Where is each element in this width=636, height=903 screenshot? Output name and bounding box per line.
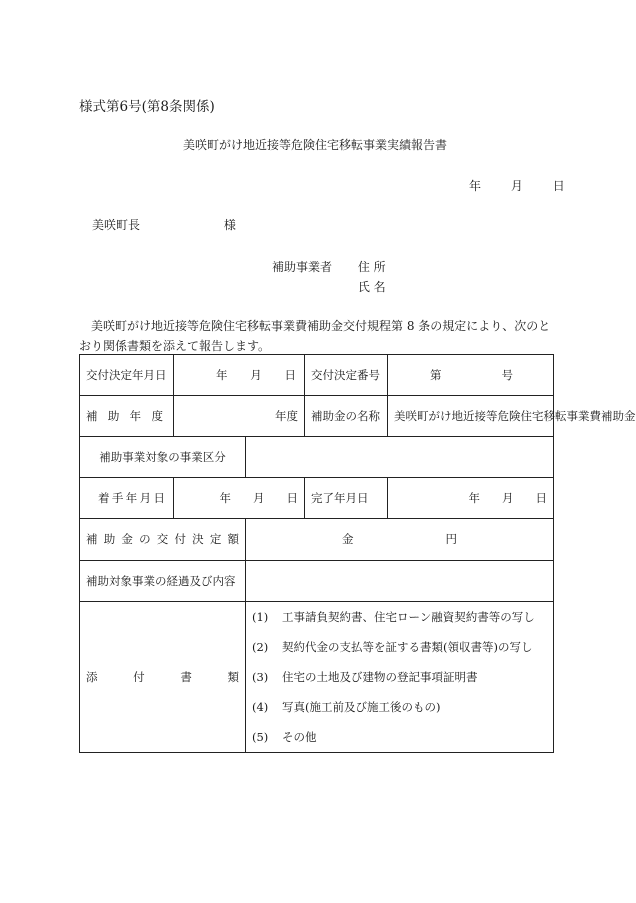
table-row xyxy=(80,355,554,396)
progress-field[interactable] xyxy=(246,561,554,602)
report-table xyxy=(79,354,636,753)
addressee xyxy=(92,216,236,233)
completion-year: 年 xyxy=(468,490,480,505)
decision-month: 月 xyxy=(250,367,262,382)
start-year: 年 xyxy=(219,490,231,505)
start-date-label: 着 手 年 月 日 xyxy=(80,478,174,519)
decision-day: 日 xyxy=(284,367,296,382)
decided-amount-field[interactable] xyxy=(246,519,554,561)
project-category-field[interactable] xyxy=(246,437,554,478)
intro-paragraph: 美咲町がけ地近接等危険住宅移転事業費補助金交付規程第 8 条の規定により、次のとおり関係書類を添えて報告します。 xyxy=(79,319,551,353)
number-prefix: 第 xyxy=(430,367,442,382)
list-item: (1) 工事請負契約書、住宅ローン融資契約書等の写し xyxy=(252,610,535,624)
number-suffix: 号 xyxy=(501,367,513,382)
report-date xyxy=(469,177,565,194)
start-month: 月 xyxy=(253,490,265,505)
date-year: 年 xyxy=(469,179,482,193)
applicant-role: 補助事業者 xyxy=(272,260,333,274)
form-number: 様式第6号(第8条関係) xyxy=(79,99,215,115)
completion-month: 月 xyxy=(502,490,514,505)
decision-number-label: 交付決定番号 xyxy=(305,355,388,396)
document-title: 美咲町がけ地近接等危険住宅移転事業実績報告書 xyxy=(182,138,447,152)
table-row xyxy=(80,519,554,561)
addressee-name: 美咲町長 xyxy=(92,218,141,232)
addressee-honorific: 様 xyxy=(223,218,236,232)
attachments-label: 添 付 書 類 xyxy=(80,602,246,753)
table-row xyxy=(80,396,554,437)
decision-year: 年 xyxy=(216,367,228,382)
date-month: 月 xyxy=(510,179,523,193)
applicant-address-label: 住 所 xyxy=(357,260,386,274)
list-item: (5) その他 xyxy=(252,730,317,744)
table-row xyxy=(80,478,554,519)
start-date-field[interactable] xyxy=(174,478,305,519)
table-row xyxy=(80,561,554,602)
applicant-name-label: 氏 名 xyxy=(357,280,386,294)
amount-suffix: 円 xyxy=(445,532,457,546)
decided-amount-label: 補 助 金 の 交 付 決 定 額 xyxy=(80,519,246,561)
subsidy-name-label: 補助金の名称 xyxy=(305,396,388,437)
progress-label: 補助対象事業の経過及び内容 xyxy=(80,561,246,602)
list-item: (3) 住宅の土地及び建物の登記事項証明書 xyxy=(252,670,478,684)
completion-day: 日 xyxy=(535,490,547,505)
table-row xyxy=(80,602,554,753)
start-day: 日 xyxy=(286,490,298,505)
attachments-list xyxy=(246,602,554,753)
subsidy-year-field[interactable] xyxy=(174,396,305,437)
amount-prefix: 金 xyxy=(342,532,354,546)
list-item: (4) 写真(施工前及び施工後のもの) xyxy=(252,700,441,714)
date-day: 日 xyxy=(552,179,565,193)
fiscal-year-suffix: 年度 xyxy=(275,408,298,423)
applicant-block xyxy=(272,258,386,298)
subsidy-name-value: 美咲町がけ地近接等危険住宅移転事業費補助金 xyxy=(388,396,554,437)
table-row xyxy=(80,437,554,478)
subsidy-year-label: 補 助 年 度 xyxy=(80,396,174,437)
completion-date-field[interactable] xyxy=(388,478,554,519)
decision-number-field[interactable] xyxy=(388,355,554,396)
project-category-label: 補助事業対象の事業区分 xyxy=(80,437,246,478)
decision-date-label: 交付決定年月日 xyxy=(80,355,174,396)
decision-date-field[interactable] xyxy=(174,355,305,396)
list-item: (2) 契約代金の支払等を証する書類(領収書等)の写し xyxy=(252,640,533,654)
completion-date-label: 完了年月日 xyxy=(305,478,388,519)
